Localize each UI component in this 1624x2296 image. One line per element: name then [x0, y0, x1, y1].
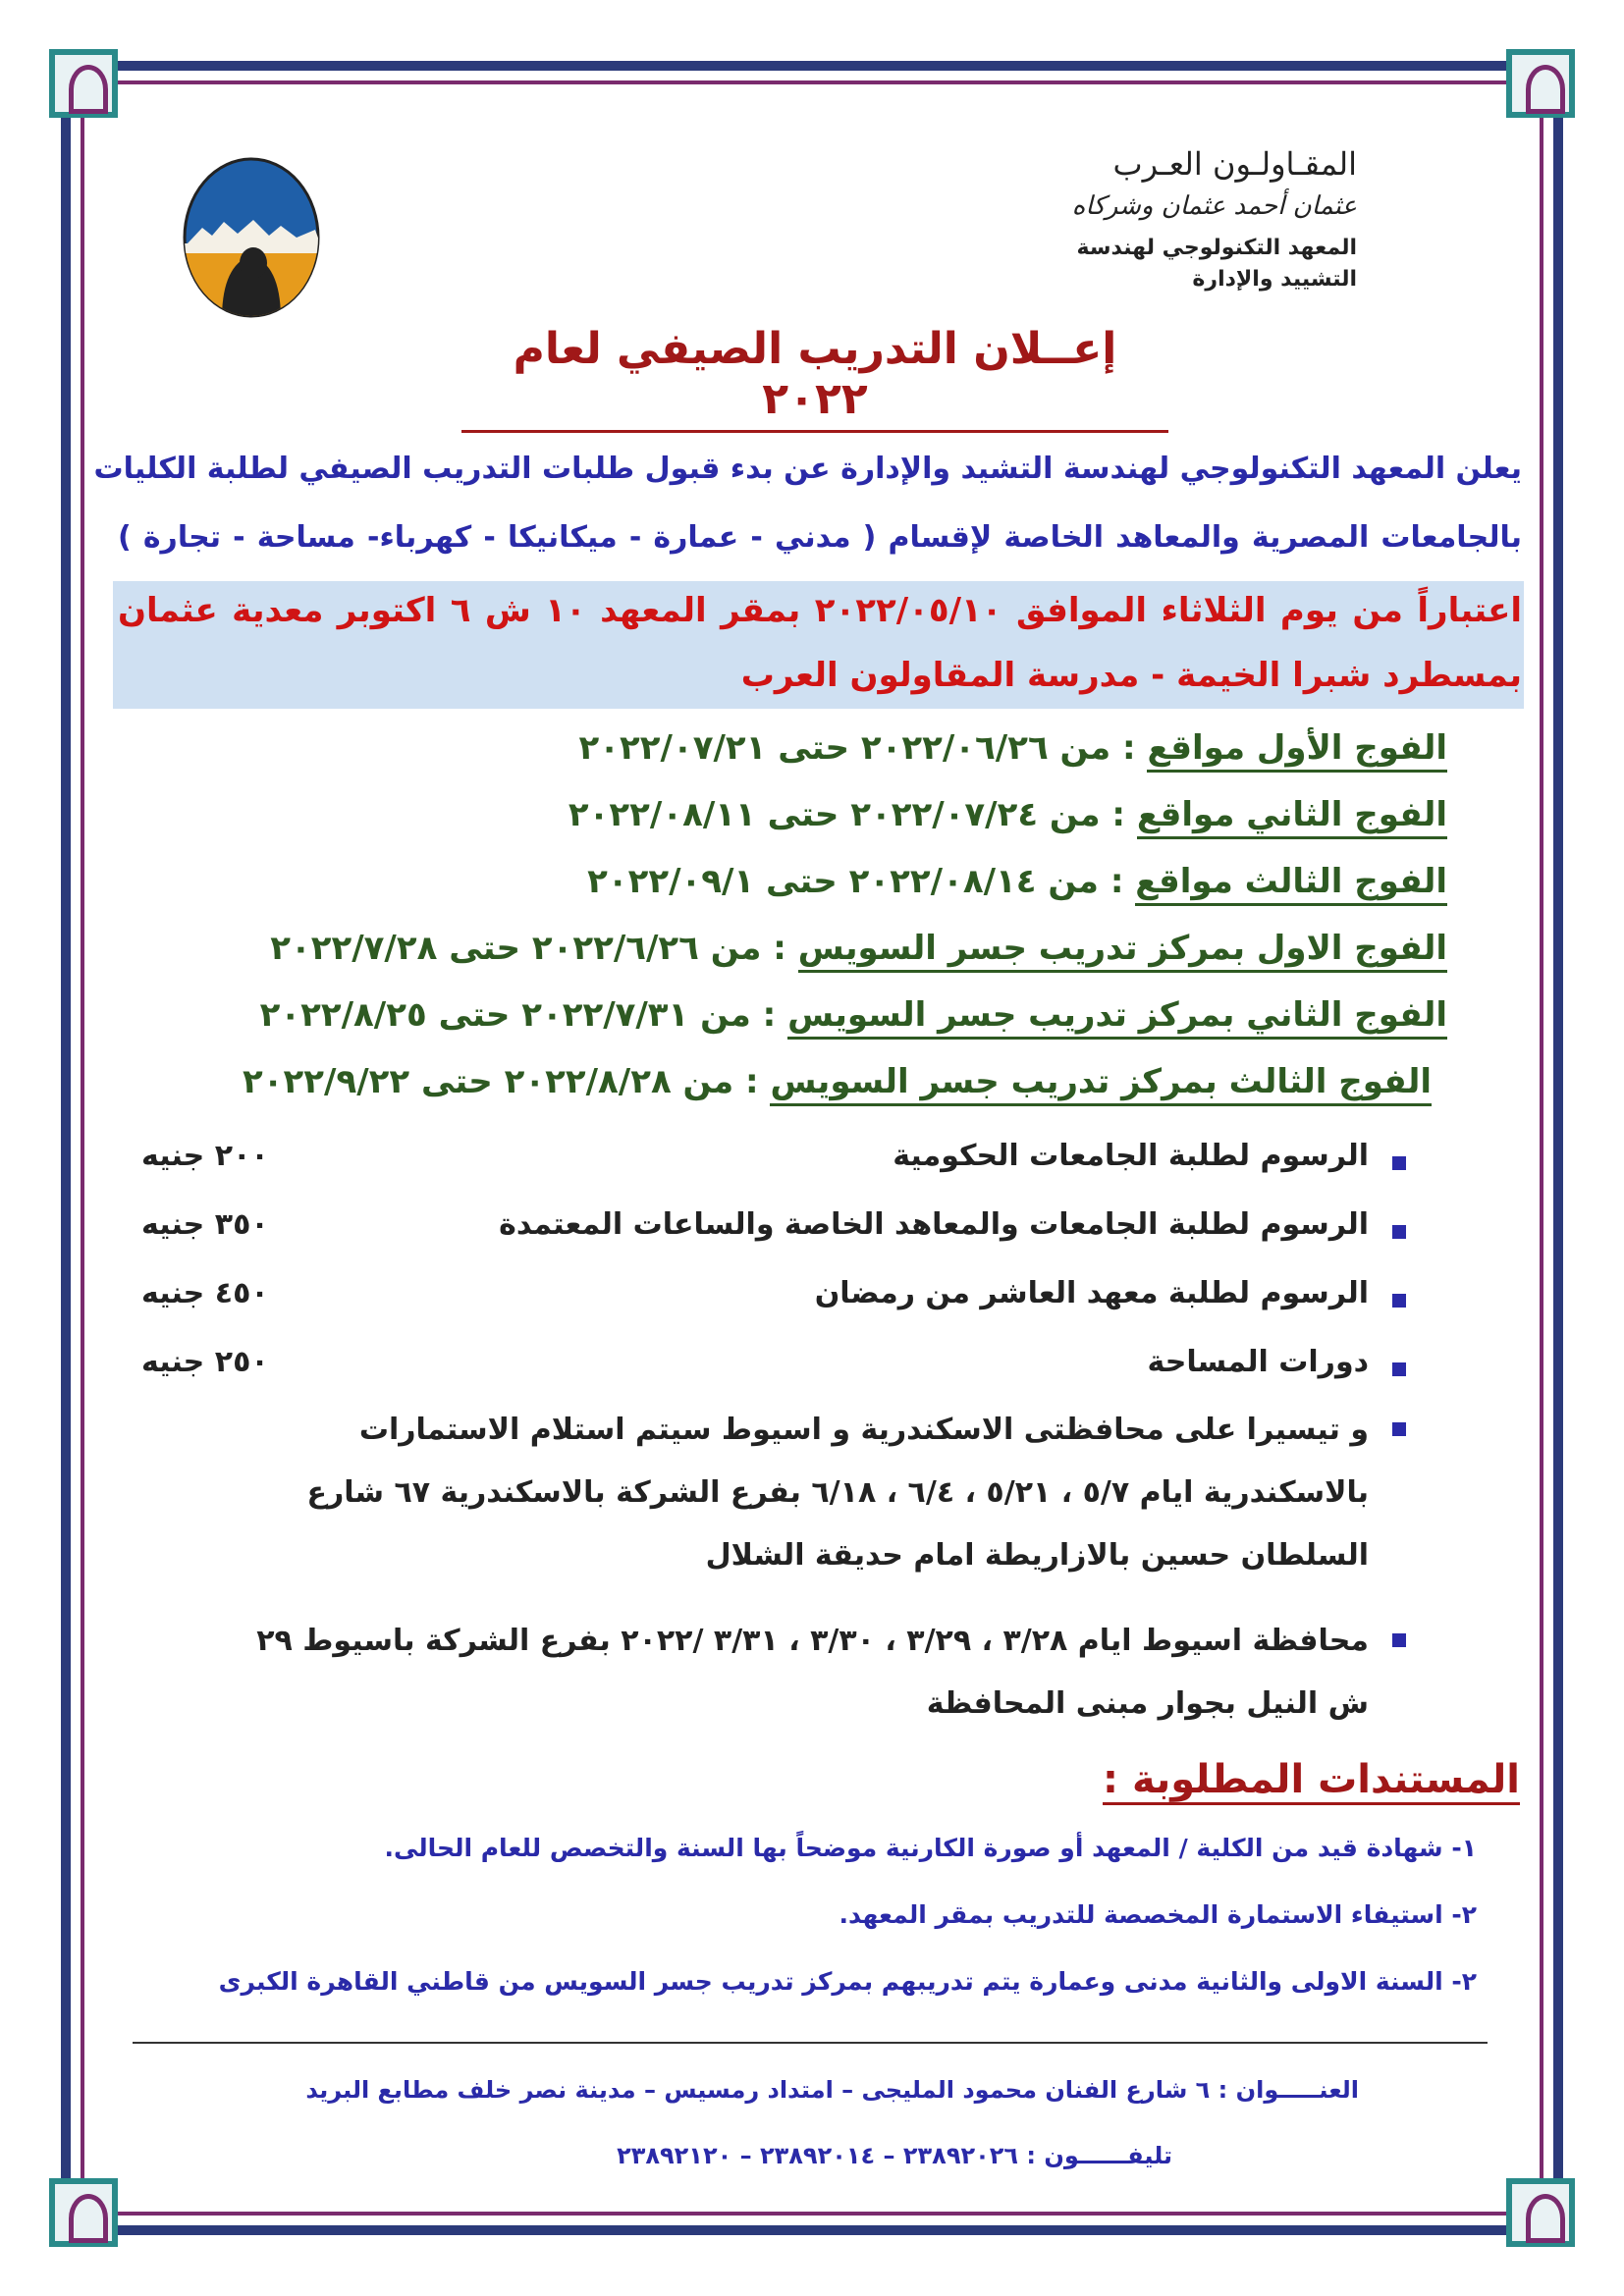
footer-phone: تليفــــــون : ٢٣٨٩٢٠٢٦ – ٢٣٨٩٢٠١٤ – ٢٣٨٩٢١٢٠: [617, 2142, 1172, 2169]
alexandria-note: [210, 1399, 1369, 1587]
batch-row: [260, 995, 1447, 1035]
batch-label: الفوج الأول مواقع: [1147, 728, 1447, 773]
highlight-line-2: بمسطرد شبرا الخيمة - مدرسة المقاولون العرب: [740, 656, 1522, 695]
batch-row: [568, 795, 1447, 834]
assiut-text: محافظة اسيوط ايام ٣/٢٨ ، ٣/٢٩ ، ٣/٣٠ ، ٣/٣١ /٢٠٢٢ بفرع الشركة باسيوط ٢٩ ش النيل بجوار مبنى المحافظة: [256, 1624, 1369, 1721]
fee-label: الرسوم لطلبة الجامعات الحكومية: [893, 1139, 1369, 1173]
corner-ornament-bottom-left: [49, 2178, 118, 2247]
document-item: ١- شهادة قيد من الكلية / المعهد أو صورة الكارنية موضحاً بها السنة والتخصص للعام الحالى.: [384, 1834, 1477, 1862]
bullet-square-icon: [1392, 1294, 1406, 1308]
fee-label: الرسوم لطلبة معهد العاشر من رمضان: [814, 1276, 1369, 1310]
documents-title: المستندات المطلوبة :: [1103, 1757, 1520, 1805]
batch-row: [243, 1062, 1432, 1101]
batch-label: الفوج الثاني مواقع: [1137, 795, 1447, 839]
intro-line-1: يعلن المعهد التكنولوجي لهندسة التشيد والإدارة عن بدء قبول طلبات التدريب الصيفي لطلبة الكليات: [93, 452, 1522, 486]
bullet-square-icon: [1392, 1362, 1406, 1376]
batch-label: الفوج الثالث بمركز تدريب جسر السويس: [770, 1062, 1432, 1106]
fee-amount: ٤٥٠ جنيه: [141, 1276, 269, 1310]
batch-dates: : من ٢٠٢٢/٧/٣١ حتى ٢٠٢٢/٨/٢٥: [259, 995, 777, 1035]
bullet-square-icon: [1392, 1225, 1406, 1239]
fee-row: [92, 1276, 1369, 1325]
batch-row: [579, 728, 1447, 768]
document-item: ٢- السنة الاولى والثانية مدنى وعمارة يتم تدريبهم بمركز تدريب جسر السويس من قاطني القاهرة الكبرى: [218, 1967, 1477, 1996]
fee-label: دورات المساحة: [1147, 1345, 1369, 1379]
corner-ornament-top-left: [49, 49, 118, 118]
fee-label: الرسوم لطلبة الجامعات والمعاهد الخاصة والساعات المعتمدة: [499, 1207, 1369, 1242]
fee-row: [92, 1139, 1369, 1188]
org-company: عثمان أحمد عثمان وشركاه: [1071, 191, 1357, 221]
bullet-square-icon: [1392, 1633, 1406, 1647]
company-logo: [183, 157, 320, 319]
alexandria-text: و تيسيرا على محافظتى الاسكندرية و اسيوط سيتم استلام الاستمارات بالاسكندرية ايام ٥/٧ ، ٥/٢١ ، ٦/٤ ، ٦/١٨ بفرع الشركة بالاسكندرية ٦٧ شارع السلطان حسين بالازاريطة امام حديقة الشلال: [306, 1413, 1369, 1573]
batch-label: الفوج الثالث مواقع: [1135, 862, 1447, 906]
assiut-note: [210, 1610, 1369, 1735]
batch-label: الفوج الثاني بمركز تدريب جسر السويس: [787, 995, 1447, 1040]
org-institute-2: التشييد والإدارة: [1192, 267, 1357, 292]
batch-dates: : من ٢٠٢٢/٨/٢٨ حتى ٢٠٢٢/٩/٢٢: [243, 1062, 759, 1101]
intro-line-2: بالجامعات المصرية والمعاهد الخاصة لإقسام ( مدني - عمارة - ميكانيكا - كهرباء- مساحة - تجارة ): [118, 520, 1522, 555]
batch-label: الفوج الاول بمركز تدريب جسر السويس: [798, 929, 1447, 973]
batch-dates: : من ٢٠٢٢/٠٧/٢٤ حتى ٢٠٢٢/٠٨/١١: [568, 795, 1126, 834]
fee-amount: ٣٥٠ جنيه: [141, 1207, 269, 1242]
org-institute: المعهد التكنولوجي لهندسة: [1076, 236, 1357, 260]
batch-dates: : من ٢٠٢٢/٠٨/١٤ حتى ٢٠٢٢/٠٩/١: [587, 862, 1124, 901]
batch-dates: : من ٢٠٢٢/٠٦/٢٦ حتى ٢٠٢٢/٠٧/٢١: [578, 728, 1136, 768]
batch-row: [587, 862, 1447, 901]
org-name: المقـاولـون العـرب: [1112, 145, 1357, 183]
fee-amount: ٢٠٠ جنيه: [141, 1139, 269, 1173]
fee-row: [92, 1345, 1369, 1394]
fee-amount: ٢٥٠ جنيه: [141, 1345, 269, 1379]
batch-row: [270, 929, 1447, 968]
announcement-title: إعــلان التدريب الصيفي لعام ٢٠٢٢: [461, 324, 1168, 433]
batch-dates: : من ٢٠٢٢/٦/٢٦ حتى ٢٠٢٢/٧/٢٨: [270, 929, 786, 968]
footer-address: العنـــــوان : ٦ شارع الفنان محمود المليجى – امتداد رمسيس – مدينة نصر خلف مطابع البريد: [305, 2076, 1359, 2104]
corner-ornament-bottom-right: [1506, 2178, 1575, 2247]
bullet-square-icon: [1392, 1422, 1406, 1436]
highlight-line-1: اعتباراً من يوم الثلاثاء الموافق ٢٠٢٢/٠٥/١٠ بمقر المعهد ١٠ ش ٦ اكتوبر معدية عثمان: [118, 591, 1523, 630]
corner-ornament-top-right: [1506, 49, 1575, 118]
footer-divider: [133, 2042, 1488, 2044]
document-item: ٢- استيفاء الاستمارة المخصصة للتدريب بمقر المعهد.: [839, 1900, 1477, 1929]
bullet-square-icon: [1392, 1156, 1406, 1170]
fee-row: [92, 1207, 1369, 1256]
